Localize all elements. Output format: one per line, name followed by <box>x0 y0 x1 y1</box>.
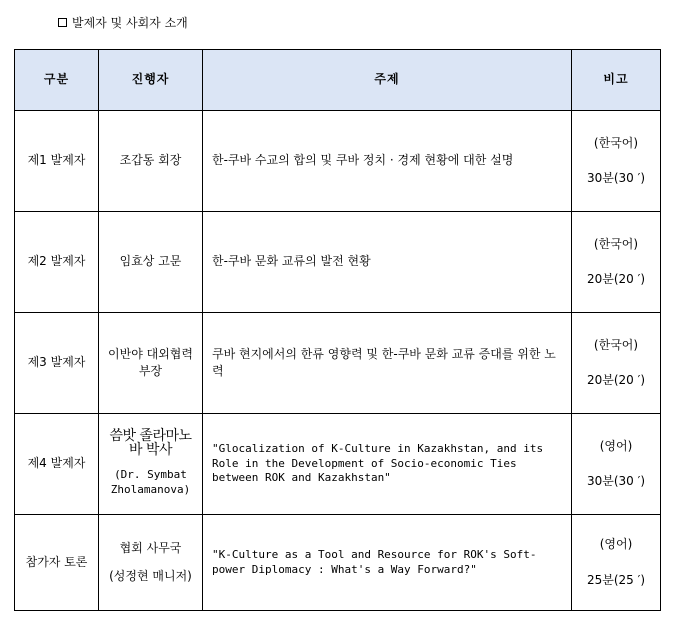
table-row <box>15 414 661 515</box>
presenter-subtitle: (Dr. Symbat Zholamanova) <box>110 467 191 497</box>
header-presenter: 진행자 <box>99 50 203 111</box>
row-presenter <box>99 414 203 515</box>
header-note: 비고 <box>572 50 661 111</box>
row-topic: 한-쿠바 문화 교류의 발전 현황 <box>203 212 572 313</box>
row-topic: "K-Culture as a Tool and Resource for ROK's Soft-power Diplomacy : What's a Way Forward?" <box>203 515 572 611</box>
table-row <box>15 111 661 212</box>
row-topic: 쿠바 현지에서의 한류 영향력 및 한-쿠바 문화 교류 증대를 위한 노력 <box>203 313 572 414</box>
row-presenter <box>99 212 203 313</box>
note-language: (한국어) <box>593 135 639 150</box>
presenter-name: 임효상 고문 <box>119 254 182 269</box>
note-language: (한국어) <box>593 236 639 251</box>
presenter-name: 이반야 대외협력부장 <box>108 346 193 378</box>
row-note <box>572 212 661 313</box>
row-presenter <box>99 515 203 611</box>
note-time: 30분(30 ′) <box>586 474 646 488</box>
note-language: (영어) <box>599 438 633 453</box>
row-category: 참가자 토론 <box>15 515 99 611</box>
row-topic: 한-쿠바 수교의 합의 및 쿠바 정치 · 경제 현황에 대한 설명 <box>203 111 572 212</box>
note-language: (영어) <box>599 537 633 552</box>
row-note <box>572 414 661 515</box>
row-note <box>572 515 661 611</box>
presenter-name: 협회 사무국 <box>119 541 182 556</box>
presenter-name: 씀밧 졸라마노바 박사 <box>109 428 192 458</box>
table-row <box>15 313 661 414</box>
section-heading <box>58 14 188 31</box>
header-topic: 주제 <box>203 50 572 111</box>
row-category: 제3 발제자 <box>15 313 99 414</box>
row-presenter <box>99 111 203 212</box>
section-heading-text: 발제자 및 사회자 소개 <box>72 16 188 30</box>
row-note <box>572 111 661 212</box>
header-category: 구분 <box>15 50 99 111</box>
row-presenter <box>99 313 203 414</box>
presenter-subtitle: (성정현 매니저) <box>109 568 192 583</box>
checkbox-icon <box>58 18 67 27</box>
note-time: 30분(30 ′) <box>586 171 646 185</box>
presenter-name: 조갑동 회장 <box>119 153 182 168</box>
table-row <box>15 515 661 611</box>
program-table <box>14 49 661 611</box>
note-language: (한국어) <box>593 337 639 352</box>
row-category: 제2 발제자 <box>15 212 99 313</box>
note-time: 25분(25 ′) <box>586 572 646 587</box>
row-note <box>572 313 661 414</box>
table-header-row <box>15 50 661 111</box>
row-topic: "Glocalization of K-Culture in Kazakhstan, and its Role in the Development of Socio-economic Ties between ROK and Kazakhstan" <box>203 414 572 515</box>
row-category: 제1 발제자 <box>15 111 99 212</box>
note-time: 20분(20 ′) <box>586 272 646 286</box>
note-time: 20분(20 ′) <box>586 373 646 387</box>
row-category: 제4 발제자 <box>15 414 99 515</box>
table-row <box>15 212 661 313</box>
